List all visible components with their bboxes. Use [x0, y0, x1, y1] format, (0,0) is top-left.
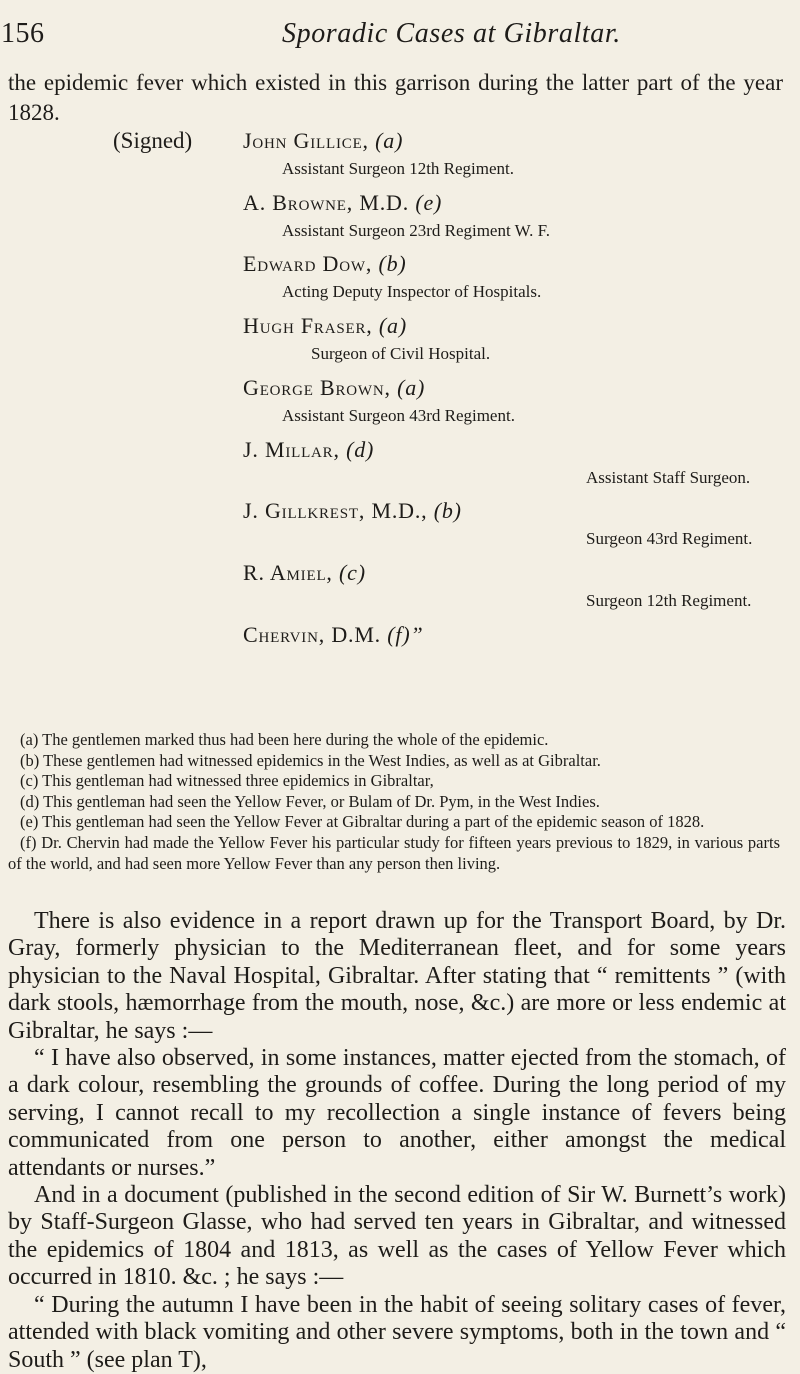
intro-text: the epidemic fever which existed in this garrison during the latter part of the year 1828. [8, 70, 783, 125]
signatory-name: A. Browne, M.D. (e) [243, 190, 443, 215]
paragraph: There is also evidence in a report drawn up for the Transport Board, by Dr. Gray, formerly physician to the Mediterranean fleet, and for some years physician to the Naval Hospital, Gibraltar. After stating that “ remittents ” (with dark stools, hæmorrhage from the mouth, nose, &c.) are more or less endemic at Gibraltar, he says :— [8, 908, 786, 1044]
running-head [0, 12, 800, 54]
signatory-name: J. Gillkrest, M.D., (b) [243, 498, 462, 523]
signatory-role: Assistant Surgeon 43rd Regiment. [282, 406, 515, 425]
signatory-role: Assistant Surgeon 23rd Regiment W. F. [282, 221, 550, 240]
signatory-role: Acting Deputy Inspector of Hospitals. [282, 282, 542, 301]
footnote: (a) The gentlemen marked thus had been here during the whole of the epidemic. [20, 730, 549, 749]
signed-label: (Signed) [113, 128, 193, 153]
footnote: (e) This gentleman had seen the Yellow Fever at Gibraltar during a part of the epidemic season of 1828. [20, 812, 705, 832]
signatory-name: George Brown, (a) [243, 375, 426, 400]
footnote: (f) Dr. Chervin had made the Yellow Fever his particular study for fifteen years previous to 1829, in various parts of the world, and had seen more Yellow Fever than any person then living. [8, 832, 780, 873]
signatory-name: Hugh Fraser, (a) [243, 313, 407, 338]
signatory-role: Assistant Surgeon 12th Regiment. [282, 159, 515, 178]
footnotes [8, 730, 780, 874]
signatory-role: Assistant Staff Surgeon. [586, 468, 751, 487]
running-title: Sporadic Cases at Gibraltar. [282, 18, 621, 49]
signatory-name: John Gillice, (a) [243, 128, 404, 153]
signatory-name: R. Amiel, (c) [243, 560, 366, 585]
footnote: (d) This gentleman had seen the Yellow Fever, or Bulam of Dr. Pym, in the West Indies. [20, 791, 600, 811]
footnote: (c) This gentleman had witnessed three epidemics in Gibraltar, [20, 771, 434, 791]
signatory-name: Edward Dow, (b) [243, 251, 407, 276]
paragraph: And in a document (published in the second edition of Sir W. Burnett’s work) by Staff-Surgeon Glasse, who had served ten years in Gibraltar, and witnessed the epidemics of 1804 and 1813, as well as the cases of Yellow Fever which occurred in 1810. &c. ; he says :— [8, 1182, 786, 1291]
footnote: (b) These gentlemen had witnessed epidemics in the West Indies, as well as at Gibraltar. [20, 750, 601, 770]
signatory-name: J. Millar, (d) [243, 437, 375, 462]
signatory-role: Surgeon 43rd Regiment. [586, 529, 753, 548]
body-text [8, 908, 786, 1374]
quote-paragraph: “ During the autumn I have been in the habit of seeing solitary cases of fever, attended with black vomiting and other severe symptoms, both in the town and “ South ” (see plan T), [8, 1291, 786, 1373]
signatory-name: Chervin, D.M. (f)” [243, 622, 424, 647]
signatory-role: Surgeon of Civil Hospital. [311, 344, 491, 363]
signatory-role: Surgeon 12th Regiment. [586, 591, 752, 610]
quote-paragraph: “ I have also observed, in some instances, matter ejected from the stomach, of a dark colour, resembling the grounds of coffee. During the long period of my serving, I cannot recall to my recollection a single instance of fevers being communicated from one person to another, either amongst the medical attendants or nurses.” [8, 1045, 786, 1181]
page-number: 156 [1, 18, 45, 49]
